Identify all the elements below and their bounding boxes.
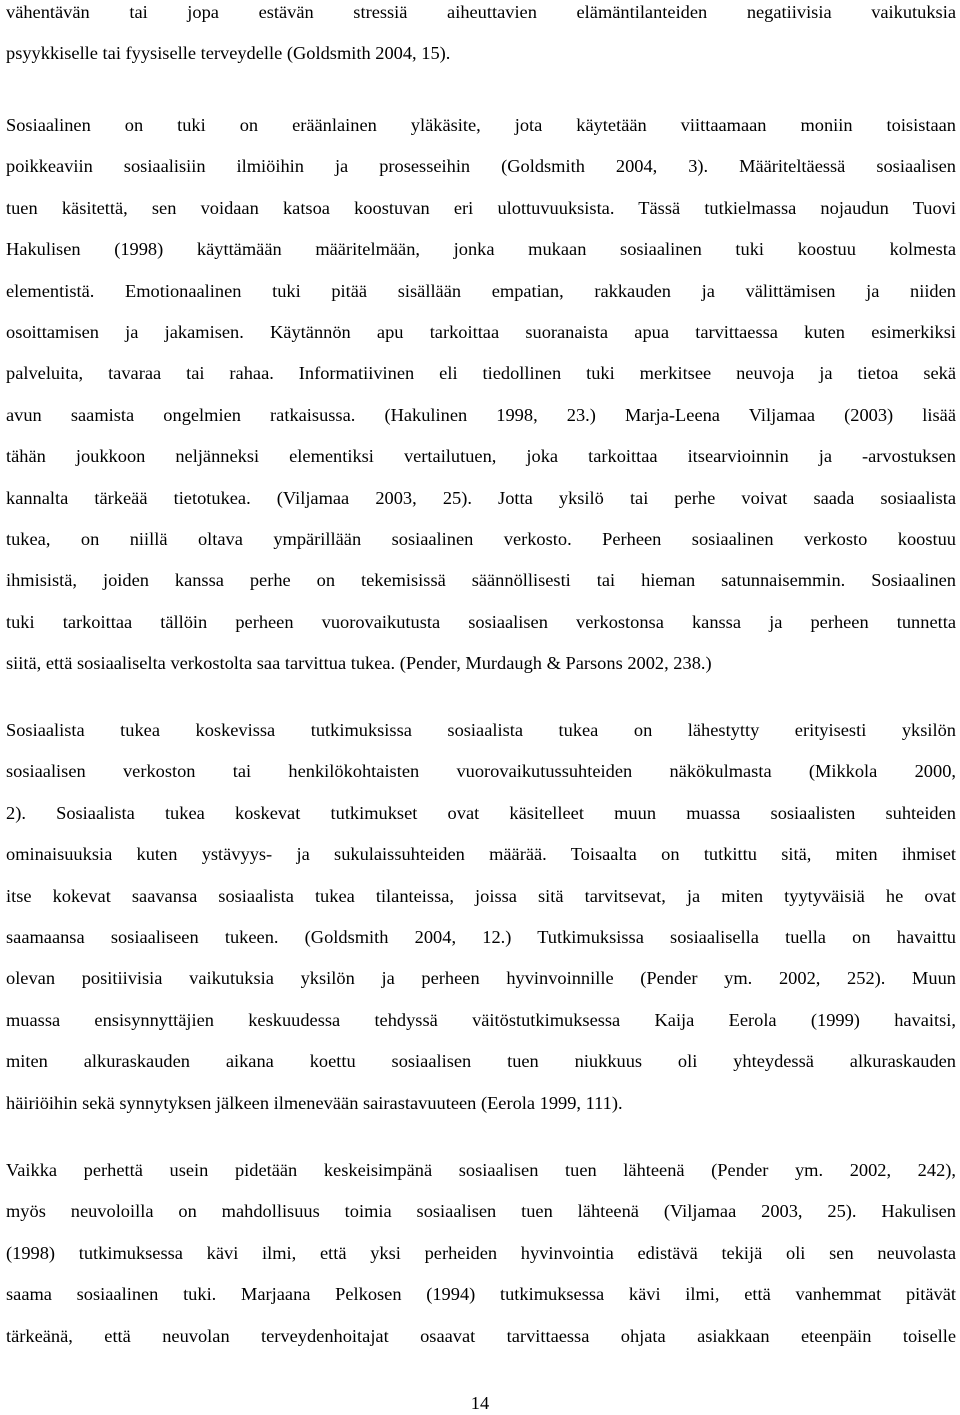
text-line: palveluita, tavaraa tai rahaa. Informatiivinen eli tiedollinen tuki merkitsee neuvoja ja tietoa sekä [6, 363, 956, 384]
text-line: Hakulisen (1998) käyttämään määritelmään, jonka mukaan sosiaalinen tuki koostuu kolmesta [6, 239, 956, 260]
text-line: häiriöihin sekä synnytyksen jälkeen ilmenevään sairastavuuteen (Eerola 1999, 111). [6, 1092, 623, 1113]
text-line: Sosiaalinen on tuki on eräänlainen yläkäsite, jota käytetään viittaamaan moniin toisistaan [6, 115, 956, 135]
text-line: tärkeänä, että neuvolan terveydenhoitajat osaavat tarvittaessa ohjata asiakkaan eteenpäin toiselle [6, 1325, 956, 1346]
paragraph-1 [6, 0, 956, 83]
text-line: poikkeaviin sosiaalisiin ilmiöihin ja prosesseihin (Goldsmith 2004, 3). Määriteltäessä sosiaalisen [6, 156, 956, 177]
text-line: vähentävän tai jopa estävän stressiä aiheuttavien elämäntilanteiden negatiivisia vaikutuksia [6, 2, 956, 22]
text-line: olevan positiivisia vaikutuksia yksilön ja perheen hyvinvoinnille (Pender ym. 2002, 252). Muun [6, 968, 956, 989]
text-line: ominaisuuksia kuten ystävyys- ja sukulaissuhteiden määrää. Toisaalta on tutkittu sitä, miten ihmiset [6, 844, 956, 865]
text-line: saamaansa sosiaaliseen tukeen. (Goldsmith 2004, 12.) Tutkimuksissa sosiaalisella tuella on havaittu [6, 926, 956, 947]
text-line: itse kokevat saavansa sosiaalista tukea tilanteissa, joissa sitä tarvitsevat, ja miten tyytyväisiä he ovat [6, 885, 956, 906]
text-line: tuki tarkoittaa tällöin perheen vuorovaikutusta sosiaalisen verkostonsa kanssa ja perheen tunnetta [6, 611, 956, 632]
text-line: 2). Sosiaalista tukea koskevat tutkimukset ovat käsitelleet muun muassa sosiaalisten suhteiden [6, 802, 956, 823]
text-line: tähän joukkoon neljänneksi elementiksi vertailutuen, joka tarkoittaa itsearvioinnin ja -arvostuksen [6, 446, 956, 467]
text-line: siitä, että sosiaaliselta verkostolta saa tarvittua tukea. (Pender, Murdaugh & Parsons 2002, 238.) [6, 653, 712, 674]
paragraph-3 [6, 718, 956, 1132]
paragraph-4 [6, 1158, 956, 1365]
text-line: miten alkuraskauden aikana koettu sosiaalisen tuen niukkuus oli yhteydessä alkuraskauden [6, 1051, 956, 1072]
text-line: Vaikka perhettä usein pidetään keskeisimpänä sosiaalisen tuen lähteenä (Pender ym. 2002, 242), [6, 1160, 956, 1180]
text-line: osoittamisen ja jakamisen. Käytännön apu tarkoittaa suoranaista apua tarvittaessa kuten esimerkiksi [6, 321, 956, 342]
page-number: 14 [470, 1393, 490, 1413]
text-line: myös neuvoloilla on mahdollisuus toimia sosiaalisen tuen lähteenä (Viljamaa 2003, 25). Hakulisen [6, 1201, 956, 1222]
text-line: sosiaalisen verkoston tai henkilökohtaisten vuorovaikutussuhteiden näkökulmasta (Mikkola 2000, [6, 761, 956, 782]
text-line: psyykkiselle tai fyysiselle terveydelle (Goldsmith 2004, 15). [6, 43, 451, 64]
text-line: saama sosiaalinen tuki. Marjaana Pelkosen (1994) tutkimuksessa kävi ilmi, että vanhemmat pitävät [6, 1284, 956, 1305]
text-line: tukea, on niillä oltava ympärillään sosiaalinen verkosto. Perheen sosiaalinen verkosto koostuu [6, 528, 956, 549]
text-line: tuen käsitettä, sen voidaan katsoa koostuvan eri ulottuvuuksista. Tässä tutkielmassa nojaudun Tuovi [6, 197, 956, 218]
paragraph-2 [6, 113, 956, 692]
text-line: (1998) tutkimuksessa kävi ilmi, että yksi perheiden hyvinvointia edistävä tekijä oli sen neuvolasta [6, 1242, 956, 1263]
text-line: kannalta tärkeää tietotukea. (Viljamaa 2003, 25). Jotta yksilö tai perhe voivat saada sosiaalista [6, 487, 956, 508]
text-line: avun saamista ongelmien ratkaisussa. (Hakulinen 1998, 23.) Marja-Leena Viljamaa (2003) lisää [6, 404, 956, 425]
text-line: Sosiaalista tukea koskevissa tutkimuksissa sosiaalista tukea on lähestytty erityisesti yksilön [6, 720, 956, 740]
text-line: muassa ensisynnyttäjien keskuudessa tehdyssä väitöstutkimuksessa Kaija Eerola (1999) havaitsi, [6, 1009, 956, 1030]
text-line: ihmisistä, joiden kanssa perhe on tekemisissä säännöllisesti tai hieman satunnaisemmin. Sosiaalinen [6, 570, 956, 591]
text-line: elementistä. Emotionaalinen tuki pitää sisällään empatian, rakkauden ja välittämisen ja niiden [6, 280, 956, 301]
